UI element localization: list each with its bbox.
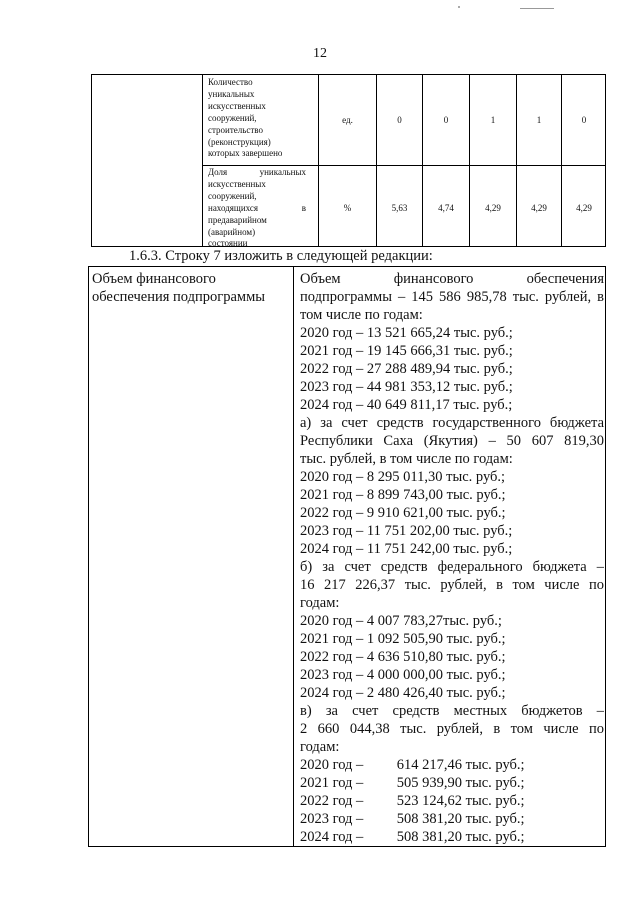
- unit-cell: %: [343, 203, 352, 213]
- indicator-name: [208, 167, 306, 250]
- value-cell: 4,29: [531, 203, 547, 213]
- amount-unit: тыс. руб.;: [465, 793, 525, 809]
- federal-year-line: 2023 год – 4 000 000,00 тыс. руб.;: [300, 667, 506, 683]
- indicator-name-line: искусственных: [208, 178, 266, 189]
- year-label: 2020 год –: [300, 757, 364, 773]
- federal-year-line: 2022 год – 4 636 510,80 тыс. руб.;: [300, 649, 506, 665]
- value-cell: 4,29: [485, 203, 501, 213]
- state-budget-line: тыс. рублей, в том числе по годам:: [300, 451, 513, 467]
- indicator-name-line: искусственных: [208, 100, 266, 111]
- amount-unit: тыс. руб.;: [465, 829, 525, 845]
- row-label-line: обеспечения подпрограммы: [92, 289, 266, 305]
- value-cell: 4,29: [576, 203, 592, 213]
- value-cell: 0: [397, 115, 402, 125]
- indicator-name-line: находящихся в: [208, 202, 306, 213]
- indicators-table: [91, 74, 606, 247]
- financing-intro-line: подпрограммы – 145 586 985,78 тыс. рублей, в: [300, 289, 604, 305]
- row-divider: [202, 165, 605, 166]
- amount-unit: тыс. руб.;: [465, 811, 525, 827]
- column-divider: [469, 75, 470, 246]
- year-label: 2022 год –: [300, 793, 364, 809]
- state-budget-line: а) за счет средств государственного бюджета: [300, 415, 604, 431]
- federal-budget-line: б) за счет средств федерального бюджета –: [300, 559, 604, 575]
- total-year-line: 2022 год – 27 288 489,94 тыс. руб.;: [300, 361, 513, 377]
- value-cell: 1: [536, 115, 542, 125]
- state-year-line: 2022 год – 9 910 621,00 тыс. руб.;: [300, 505, 506, 521]
- indicator-name: [208, 77, 306, 160]
- financing-intro-line: том числе по годам:: [300, 307, 423, 323]
- amount-unit: тыс. руб.;: [465, 757, 525, 773]
- column-divider: [376, 75, 377, 246]
- column-divider: [202, 75, 203, 246]
- federal-year-line: 2020 год – 4 007 783,27тыс. руб.;: [300, 613, 502, 629]
- indicator-name-line: предаварийном: [208, 214, 267, 225]
- year-label: 2023 год –: [300, 811, 364, 827]
- scan-mark: [458, 6, 460, 8]
- total-year-line: 2024 год – 40 649 811,17 тыс. руб.;: [300, 397, 513, 413]
- state-year-line: 2024 год – 11 751 242,00 тыс. руб.;: [300, 541, 513, 557]
- indicator-name-line: Доля уникальных: [208, 167, 306, 177]
- indicator-name-line: Количество: [208, 77, 253, 87]
- value-cell: 4,74: [438, 203, 454, 213]
- indicator-name-line: состоянии: [208, 238, 248, 249]
- row-label-cell: [92, 270, 287, 306]
- year-label: 2024 год –: [300, 829, 364, 845]
- unit-cell: ед.: [342, 115, 353, 125]
- indicator-name-line: строительство: [208, 124, 263, 135]
- local-year-line: [300, 792, 604, 810]
- financing-table: [88, 266, 606, 847]
- total-year-line: 2021 год – 19 145 666,31 тыс. руб.;: [300, 343, 513, 359]
- page-number: 12: [313, 46, 327, 61]
- state-year-line: 2021 год – 8 899 743,00 тыс. руб.;: [300, 487, 506, 503]
- indicator-name-line: (аварийном): [208, 226, 256, 237]
- amount-value: 523 124,62: [396, 793, 462, 809]
- local-budget-line: годам:: [300, 739, 340, 755]
- amount-value: 614 217,46: [396, 757, 462, 773]
- local-year-line: [300, 756, 604, 774]
- column-divider: [561, 75, 562, 246]
- state-year-line: 2020 год – 8 295 011,30 тыс. руб.;: [300, 469, 506, 485]
- local-year-line: [300, 810, 604, 828]
- value-cell: 0: [581, 115, 587, 125]
- column-divider: [293, 267, 294, 846]
- amount-value: 508 381,20: [396, 811, 462, 827]
- amendment-paragraph: 1.6.3. Строку 7 изложить в следующей редакции:: [129, 248, 433, 264]
- local-budget-line: в) за счет средств местных бюджетов –: [300, 703, 604, 719]
- local-year-line: [300, 774, 604, 792]
- row-label-line: Объем финансового: [92, 271, 216, 287]
- column-divider: [318, 75, 319, 246]
- amount-value: 508 381,20: [396, 829, 462, 845]
- financing-content-cell: [300, 270, 604, 846]
- state-budget-line: Республики Саха (Якутия) – 50 607 819,30: [300, 433, 604, 449]
- year-label: 2021 год –: [300, 775, 364, 791]
- column-divider: [422, 75, 423, 246]
- value-cell: 0: [443, 115, 449, 125]
- amount-unit: тыс. руб.;: [465, 775, 525, 791]
- federal-year-line: 2021 год – 1 092 505,90 тыс. руб.;: [300, 631, 506, 647]
- indicator-name-line: которых завершено: [208, 148, 283, 159]
- amount-value: 505 939,90: [396, 775, 462, 791]
- value-cell: 1: [490, 115, 496, 125]
- indicator-name-line: сооружений,: [208, 190, 257, 201]
- total-year-line: 2023 год – 44 981 353,12 тыс. руб.;: [300, 379, 513, 395]
- federal-budget-line: 16 217 226,37 тыс. рублей, в том числе по: [300, 577, 604, 593]
- local-year-line: [300, 828, 604, 846]
- value-cell: 5,63: [391, 203, 408, 213]
- financing-intro-line: Объем финансового обеспечения: [300, 271, 604, 287]
- federal-year-line: 2024 год – 2 480 426,40 тыс. руб.;: [300, 685, 506, 701]
- scan-mark-line: [520, 8, 554, 9]
- column-divider: [516, 75, 517, 246]
- total-year-line: 2020 год – 13 521 665,24 тыс. руб.;: [300, 325, 513, 341]
- indicator-name-line: сооружений,: [208, 112, 257, 123]
- indicator-name-line: (реконструкция): [208, 136, 271, 147]
- indicator-name-line: уникальных: [208, 88, 255, 99]
- state-year-line: 2023 год – 11 751 202,00 тыс. руб.;: [300, 523, 513, 539]
- local-budget-line: 2 660 044,38 тыс. рублей, в том числе по: [300, 721, 604, 737]
- federal-budget-line: годам:: [300, 595, 340, 611]
